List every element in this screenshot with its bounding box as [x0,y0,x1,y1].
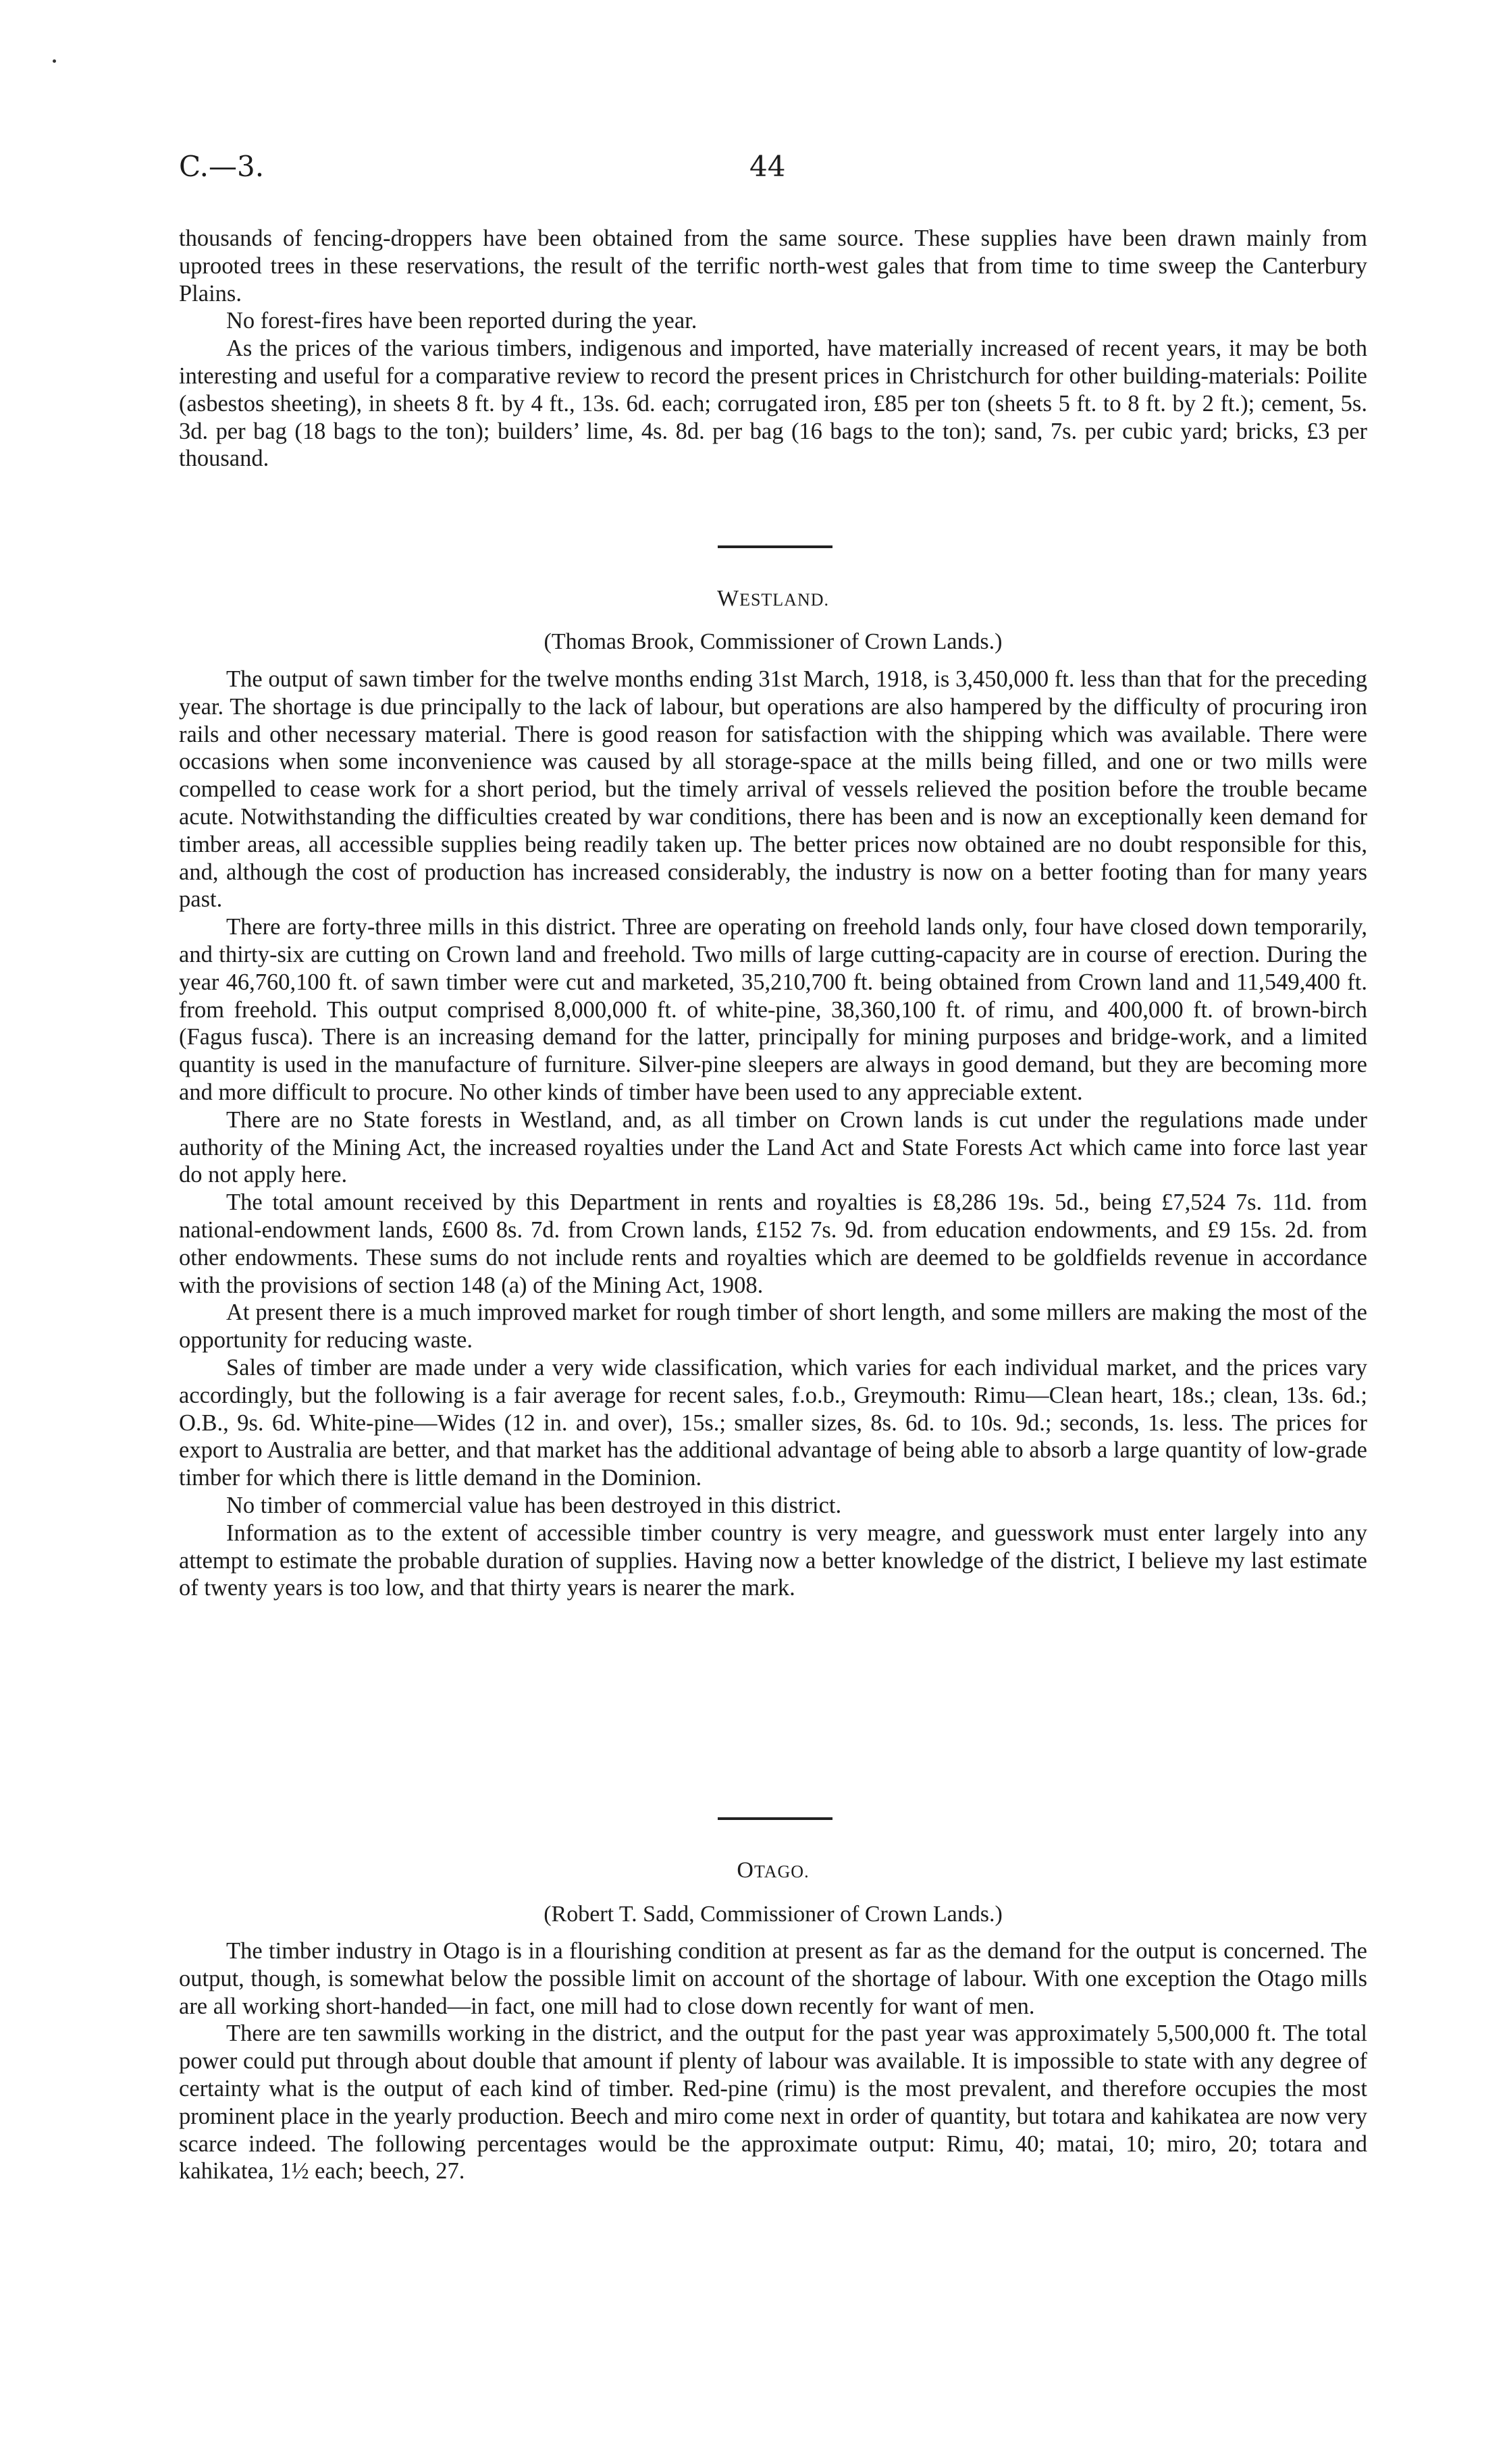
otago-paragraph: The timber industry in Otago is in a flourishing condition at present as far as the demand for the output is concerned. The output, though, is somewhat below the possible limit on account of the shortage of labour. With one exception the Otago mills are all working short-handed—in fact, one mill had to close down recently for want of men. [179,1938,1367,2019]
page-number: 44 [749,150,786,183]
intro-section [179,225,1367,473]
otago-section [179,1937,1367,2185]
westland-paragraph: There are no State forests in Westland, and, as all timber on Crown lands is cut under the regulations made under authority of the Mining Act, the increased royalties under the Land Act and State Forests Act which came into force last year do not apply here. [179,1106,1367,1188]
page-header [179,150,1367,190]
section-divider [718,1817,832,1820]
otago-paragraph: There are ten sawmills working in the district, and the output for the past year was approximately 5,500,000 ft. The total power could put through about double that amount if plenty of labour was available. It is impossible to state with any degree of certainty what is the output of each kind of timber. Red-pine (rimu) is the most prevalent, and therefore occupies the most prominent place in the yearly production. Beech and miro come next in order of quantity, but totara and kahikatea are now very scarce indeed. The following percentages would be the approximate output: Rimu, 40; matai, 10; miro, 20; totara and kahikatea, 1½ each; beech, 27. [179,2020,1367,2185]
westland-paragraph: The output of sawn timber for the twelve months ending 31st March, 1918, is 3,450,000 ft. less than that for the preceding year. The shortage is due principally to the lack of labour, but operations are also hampered by the difficulty of procuring iron rails and other necessary material. There is good reason for satisfaction with the shipping which was available. There were occasions when some inconvenience was caused by all storage-space at the mills being filled, and one or two mills were compelled to cease work for a short period, but the timely arrival of vessels relieved the position before the trouble became acute. Notwithstanding the difficulties created by war conditions, there has been and is now an exceptionally keen demand for timber areas, all accessible supplies being readily taken up. The better prices now obtained are no doubt responsible for this, and, although the cost of production has increased considerably, the industry is now on a better footing than for many years past. [179,666,1367,913]
westland-section [179,666,1367,1602]
section-divider [718,545,832,548]
westland-paragraph: At present there is a much improved market for rough timber of short length, and some millers are making the most of the opportunity for reducing waste. [179,1300,1367,1354]
westland-paragraph: The total amount received by this Department in rents and royalties is £8,286 19s. 5d., being £7,524 7s. 11d. from national-endowment lands, £600 8s. 7d. from Crown lands, £152 7s. 9d. from education endowments, and £9 15s. 2d. from other endowments. These sums do not include rents and royalties which are deemed to be goldfields revenue in accordance with the provisions of section 148 (a) of the Mining Act, 1908. [179,1189,1367,1298]
document-reference: C.—3. [179,150,265,183]
intro-paragraph-2: No forest-fires have been reported during the year. [226,308,697,334]
scan-speck [53,59,56,63]
intro-paragraph-1: thousands of fencing-droppers have been obtained from the same source. These supplies have been drawn mainly from uprooted trees in these reservations, the result of the terrific north-west gales that from time to time sweep the Canterbury Plains. [179,225,1367,306]
intro-paragraph-3: As the prices of the various timbers, indigenous and imported, have materially increased of recent years, it may be both interesting and useful for a comparative review to record the present prices in Christchurch for other building-materials: Poilite (asbestos sheeting), in sheets 8 ft. by 4 ft., 13s. 6d. each; corrugated iron, £85 per ton (sheets 5 ft. to 8 ft. by 2 ft.); cement, 5s. 3d. per bag (18 bags to the ton); builders’ lime, 4s. 8d. per bag (16 bags to the ton); sand, 7s. per cubic yard; bricks, £3 per thousand. [179,336,1367,472]
westland-paragraph: Information as to the extent of accessible timber country is very meagre, and guesswork must enter largely into any attempt to estimate the probable duration of supplies. Having now a better knowledge of the district, I believe my last estimate of twenty years is too low, and that thirty years is nearer the mark. [179,1520,1367,1601]
westland-heading: WESTLAND. [716,586,830,611]
westland-commissioner: (Thomas Brook, Commissioner of Crown Lands.) [544,629,1003,654]
westland-paragraph: Sales of timber are made under a very wide classification, which varies for each individual market, and the prices vary accordingly, but the following is a fair average for recent sales, f.o.b., Greymouth: Rimu—Clean heart, 18s.; clean, 13s. 6d.; O.B., 9s. 6d. White-pine—Wides (12 in. and over), 15s.; smaller sizes, 8s. 6d. to 10s. 9d.; seconds, 1s. less. The prices for export to Australia are better, and that market has the additional advantage of being able to absorb a large quantity of low-grade timber for which there is little demand in the Dominion. [179,1354,1367,1491]
otago-heading: OTAGO. [737,1858,810,1883]
westland-paragraph: No timber of commercial value has been destroyed in this district. [226,1492,842,1518]
westland-paragraph: There are forty-three mills in this district. Three are operating on freehold lands only, four have closed down temporarily, and thirty-six are cutting on Crown land and freehold. Two mills of large cutting-capacity are in course of erection. During the year 46,760,100 ft. of sawn timber were cut and marketed, 35,210,700 ft. being obtained from Crown land and 11,549,400 ft. from freehold. This output comprised 8,000,000 ft. of white-pine, 38,360,100 ft. of rimu, and 400,000 ft. of brown-birch (Fagus fusca). There is an increasing demand for the latter, principally for mining purposes and bridge-work, and a limited quantity is used in the manufacture of furniture. Silver-pine sleepers are always in good demand, but they are becoming more and more difficult to procure. No other kinds of timber have been used to any appreciable extent. [179,914,1367,1105]
otago-commissioner: (Robert T. Sadd, Commissioner of Crown Lands.) [544,1902,1003,1927]
